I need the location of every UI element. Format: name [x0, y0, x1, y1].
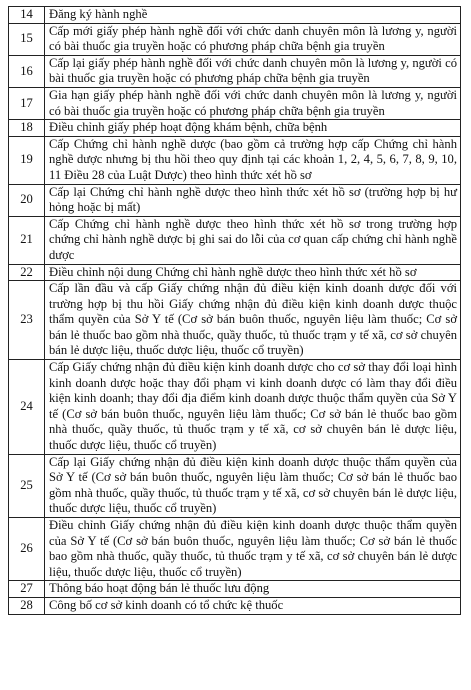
procedure-name: Cấp Chứng chỉ hành nghề dược (bao gồm cả trường hợp cấp Chứng chỉ hành nghề dược nhưng bị thu hồi theo quy định tại các khoản 1, 2, 4, 5, 6, 7, 8, 9, 10, 11 Điều 28 của Luật Dược) theo hình thức xét hồ sơ	[45, 136, 461, 184]
row-number: 25	[9, 454, 45, 517]
procedure-name: Cấp mới giấy phép hành nghề đối với chức danh chuyên môn là lương y, người có bài thuốc gia truyền hoặc có phương pháp chữa bệnh gia truyền	[45, 23, 461, 55]
procedure-name: Cấp lại Chứng chỉ hành nghề dược theo hình thức xét hồ sơ (trường hợp bị hư hỏng hoặc bị mất)	[45, 184, 461, 216]
table-row	[9, 360, 461, 455]
procedure-name: Gia hạn giấy phép hành nghề đối với chức danh chuyên môn là lương y, người có bài thuốc gia truyền hoặc có phương pháp chữa bệnh gia truyền	[45, 87, 461, 119]
row-number: 26	[9, 518, 45, 581]
table-row	[9, 7, 461, 24]
procedures-table	[8, 6, 461, 615]
row-number: 17	[9, 87, 45, 119]
table-row	[9, 454, 461, 517]
table-row	[9, 518, 461, 581]
table-row	[9, 87, 461, 119]
row-number: 20	[9, 184, 45, 216]
row-number: 24	[9, 360, 45, 455]
table-row	[9, 264, 461, 281]
procedure-name: Cấp lại giấy phép hành nghề đối với chức danh chuyên môn là lương y, người có bài thuốc gia truyền hoặc có phương pháp chữa bệnh gia truyền	[45, 55, 461, 87]
table-row	[9, 184, 461, 216]
table-row	[9, 120, 461, 137]
table-row	[9, 23, 461, 55]
procedure-name: Cấp lần đầu và cấp Giấy chứng nhận đủ điều kiện kinh doanh dược đối với trường hợp bị thu hồi Giấy chứng nhận đủ điều kiện kinh doanh dược thuộc thẩm quyền của Sở Y tế (Cơ sở bán buôn thuốc, nguyên liệu làm thuốc; Cơ sở bán lẻ thuốc bao gồm nhà thuốc, quầy thuốc, tủ thuốc trạm y tế xã, cơ sở chuyên bán lẻ dược liệu, thuốc dược liệu, thuốc cổ truyền)	[45, 281, 461, 360]
table-row	[9, 581, 461, 598]
procedure-name: Công bố cơ sở kinh doanh có tổ chức kệ thuốc	[45, 597, 461, 614]
procedure-name: Điều chỉnh nội dung Chứng chỉ hành nghề dược theo hình thức xét hồ sơ	[45, 264, 461, 281]
table-row	[9, 136, 461, 184]
procedure-name: Thông báo hoạt động bán lẻ thuốc lưu động	[45, 581, 461, 598]
procedure-name: Cấp lại Giấy chứng nhận đủ điều kiện kinh doanh dược thuộc thẩm quyền của Sở Y tế (Cơ sở bán buôn thuốc, nguyên liệu làm thuốc; Cơ sở bán lẻ thuốc bao gồm nhà thuốc, quầy thuốc, tủ thuốc trạm y tế xã, cơ sở chuyên bán lẻ dược liệu, thuốc dược liệu, thuốc cổ truyền)	[45, 454, 461, 517]
row-number: 18	[9, 120, 45, 137]
row-number: 28	[9, 597, 45, 614]
row-number: 21	[9, 216, 45, 264]
row-number: 16	[9, 55, 45, 87]
row-number: 23	[9, 281, 45, 360]
procedure-name: Điều chỉnh giấy phép hoạt động khám bệnh, chữa bệnh	[45, 120, 461, 137]
row-number: 15	[9, 23, 45, 55]
table-row	[9, 281, 461, 360]
procedure-name: Cấp Chứng chỉ hành nghề dược theo hình thức xét hồ sơ trong trường hợp chứng chỉ hành nghề dược bị ghi sai do lỗi của cơ quan cấp chứng chỉ hành nghề dược	[45, 216, 461, 264]
procedure-name: Điều chỉnh Giấy chứng nhận đủ điều kiện kinh doanh dược thuộc thẩm quyền của Sở Y tế (Cơ sở bán buôn thuốc, nguyên liệu làm thuốc; Cơ sở bán lẻ thuốc bao gồm nhà thuốc, quầy thuốc, tủ thuốc trạm y tế xã, cơ sở chuyên bán lẻ dược liệu, thuốc dược liệu, thuốc cổ truyền)	[45, 518, 461, 581]
table-row	[9, 597, 461, 614]
table-row	[9, 216, 461, 264]
row-number: 19	[9, 136, 45, 184]
table-row	[9, 55, 461, 87]
row-number: 22	[9, 264, 45, 281]
procedure-name: Đăng ký hành nghề	[45, 7, 461, 24]
row-number: 27	[9, 581, 45, 598]
procedure-name: Cấp Giấy chứng nhận đủ điều kiện kinh doanh dược cho cơ sở thay đổi loại hình kinh doanh dược hoặc thay đổi phạm vi kinh doanh dược có làm thay đổi điều kiện kinh doanh; thay đổi địa điểm kinh doanh dược thuộc thẩm quyền của Sở Y tế (Cơ sở bán buôn thuốc, nguyên liệu làm thuốc; Cơ sở bán lẻ thuốc bao gồm nhà thuốc, quầy thuốc, tủ thuốc trạm y tế xã, cơ sở chuyên bán lẻ dược liệu, thuốc dược liệu, thuốc cổ truyền)	[45, 360, 461, 455]
row-number: 14	[9, 7, 45, 24]
